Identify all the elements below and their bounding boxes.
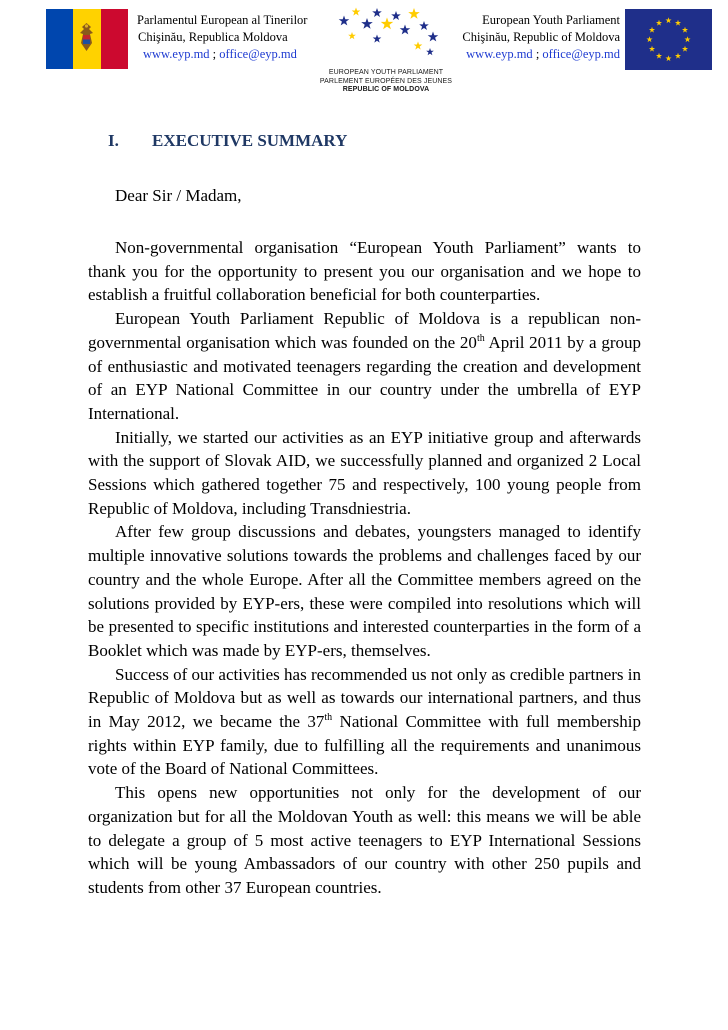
eyp-logo-line-2: PARLEMENT EUROPÉEN DES JEUNES: [319, 77, 453, 85]
paragraph-discussions: After few group discussions and debates, youngsters managed to identify multiple innovative solutions towards the problems and challenges faced by our country and the whole Europe. After all the Committee members agreed on the solutions provided by EYP-ers, these were compiled into resolutions which will be presented to specific institutions and interested counterparties in the form of a Booklet which was made by EYP-ers, themselves.: [88, 522, 641, 660]
header-right-contacts: [460, 46, 620, 63]
header-left-website-link[interactable]: www.eyp.md: [143, 47, 210, 61]
moldova-flag-icon: [46, 9, 128, 69]
header-left-block: [137, 12, 312, 63]
paragraph-opportunities: This opens new opportunities not only for the development of our organization but for all the Moldovan Youth as well: this means we will be able to delegate a group of 5 most active teenagers to EYP International Sessions which will be young Ambassadors of our country with other 250 pupils and students from other 37 European countries.: [88, 783, 641, 897]
eyp-logo-text: [316, 69, 456, 95]
letterhead: [0, 0, 728, 105]
header-left-contacts: [137, 46, 312, 63]
eyp-stars-logo-icon: [330, 4, 442, 64]
header-right-block: [460, 12, 620, 63]
header-left-address: Chişinău, Republica Moldova: [138, 30, 288, 44]
paragraph-founding: European Youth Parliament Republic of Moldova is a republican non-governmental organisation which was founded on the 20th April 2011 by a group of enthusiastic and motivated teenagers regarding the creation and development of an EYP National Committee in our country under the umbrella of EYP International.: [88, 309, 642, 423]
header-left-email-link[interactable]: office@eyp.md: [219, 47, 297, 61]
section-heading: [108, 131, 347, 151]
paragraph-intro: Non-governmental organisation “European Youth Parliament” wants to thank you for the opportunity to present you our organisation and we hope to establish a fruitful collaboration beneficial for both counterparties.: [88, 238, 641, 305]
paragraph-activities: Initially, we started our activities as an EYP initiative group and afterwards with the support of Slovak AID, we successfully planned and organized 2 Local Sessions which gathered together 75 and respectively, 100 young people from Republic of Moldova, including Transdniestria.: [88, 427, 641, 518]
eyp-logo-line-1: EUROPEAN YOUTH PARLIAMENT: [328, 69, 444, 76]
paragraph-membership: Success of our activities has recommended us not only as credible partners in Republic of Moldova but as well as towards our international partners, and thus in May 2012, we became the 37th National Committee with full membership rights within EYP family, due to fulfilling all the requirements and unanimous vote of the Board of National Committees.: [88, 664, 641, 779]
header-right-org-name: European Youth Parliament: [482, 13, 620, 27]
header-right-address: Chişinău, Republic of Moldova: [462, 30, 620, 44]
section-title: EXECUTIVE SUMMARY: [152, 131, 348, 150]
header-right-website-link[interactable]: www.eyp.md: [466, 47, 533, 61]
eu-flag-icon: [625, 9, 712, 70]
letter-body: [88, 236, 641, 900]
contact-separator: ;: [532, 47, 543, 61]
contact-separator: ;: [209, 47, 220, 61]
coat-of-arms-icon: [78, 21, 95, 55]
salutation: Dear Sir / Madam,: [115, 186, 242, 205]
eyp-logo-line-3: REPUBLIC OF MOLDOVA: [342, 86, 430, 93]
section-number: I.: [108, 131, 119, 150]
header-right-email-link[interactable]: office@eyp.md: [542, 47, 620, 61]
header-left-org-name: Parlamentul European al Tinerilor: [137, 13, 308, 27]
